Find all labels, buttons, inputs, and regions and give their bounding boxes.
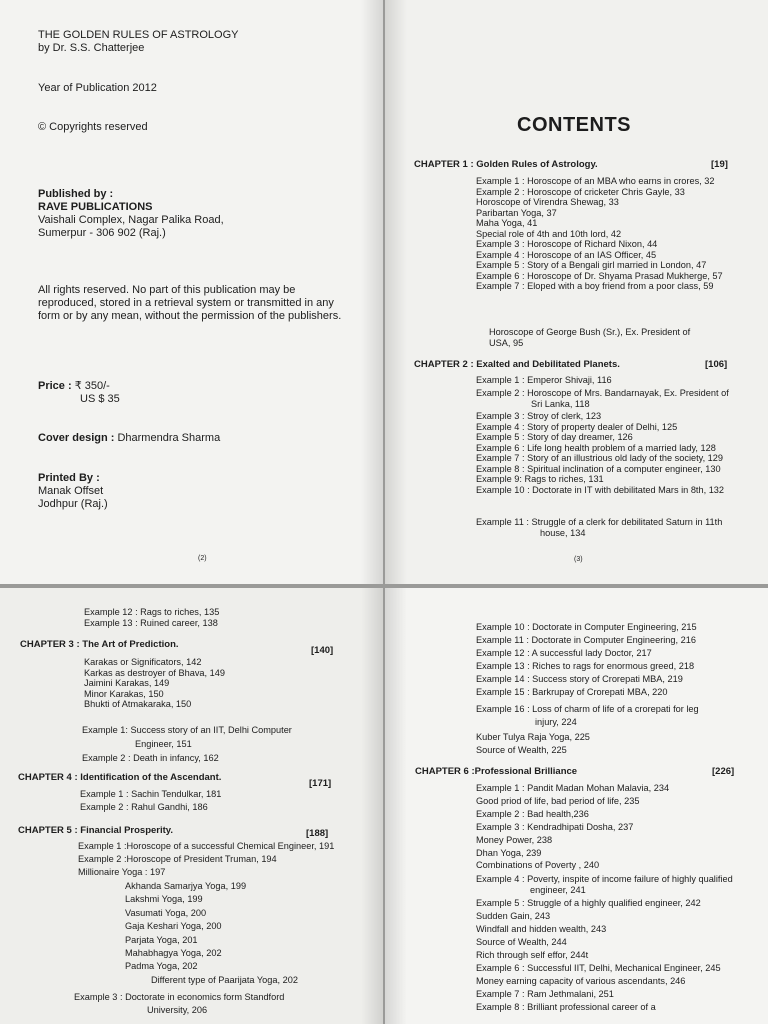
cover-design-line [38, 432, 220, 445]
list-item: Mahabhagya Yoga, 202 [125, 948, 222, 959]
chapter-6-list [476, 782, 669, 872]
list-item: Example 13 : Riches to rags for enormous greed, 218 [476, 661, 695, 672]
chapter-6-list-2 [476, 897, 721, 1014]
list-item: Example 2 : Rahul Gandhi, 186 [80, 802, 208, 812]
list-item: Lakshmi Yoga, 199 [125, 894, 203, 905]
cover-design-label: Cover design : [38, 432, 115, 444]
contents-heading: CONTENTS [517, 114, 631, 136]
list-item: Example 2 : Death in infancy, 162 [82, 753, 219, 763]
list-item: Minor Karakas, 150 [84, 688, 164, 699]
list-item: Example 2 : Horoscope of cricketer Chris Gayle, 33 [476, 186, 685, 197]
chapter-4-list [80, 788, 221, 814]
chapter-5-title: CHAPTER 5 : Financial Prosperity. [18, 825, 174, 836]
list-item: Example 6 : Horoscope of Dr. Shyama Prasad Mukherge, 57 [476, 270, 723, 281]
printer-city: Jodhpur (Raj.) [38, 498, 108, 510]
price-usd: US $ 35 [80, 393, 120, 405]
list-item: Maha Yoga, 41 [476, 218, 538, 228]
list-item: Engineer, 151 [135, 739, 192, 749]
price-line [38, 380, 110, 393]
list-item: Example 9: Rags to riches, 131 [476, 474, 604, 484]
list-item: Kuber Tulya Raja Yoga, 225 [476, 732, 590, 742]
chapter-6-page: [226] [712, 766, 735, 777]
chapter-3-list [84, 657, 225, 710]
list-item: Example 1 : Emperor Shivaji, 116 [476, 375, 612, 385]
list-item: Karkas as destroyer of Bhava, 149 [84, 667, 225, 678]
chapter-4-page: [171] [309, 778, 332, 789]
publication-year: Year of Publication 2012 [38, 82, 157, 94]
list-item: Example 11 : Struggle of a clerk for debilitated Saturn in 11th [476, 517, 723, 527]
list-item: Example 1 :Horoscope of a successful Chemical Engineer, 191 [78, 841, 335, 851]
list-item: Example 4 : Horoscope of an IAS Officer, 45 [476, 249, 657, 260]
list-item: Example 4 : Poverty, inspite of income failure of highly qualified [476, 874, 733, 884]
list-item: Example 2 :Horoscope of President Truman, 194 [78, 854, 277, 864]
list-item: Padma Yoga, 202 [125, 961, 198, 972]
list-item: Sudden Gain, 243 [476, 911, 551, 921]
list-item: Jaimini Karakas, 149 [84, 678, 170, 688]
list-item: Example 2 : Bad health,236 [476, 808, 589, 819]
list-item: Special role of 4th and 10th lord, 42 [476, 228, 622, 239]
list-item: Example 12 : A successful lady Doctor, 217 [476, 648, 652, 659]
book-title: THE GOLDEN RULES OF ASTROLOGY [38, 29, 239, 41]
list-item: Example 12 : Rags to riches, 135 [84, 607, 220, 617]
list-item: Example 7 : Eloped with a boy friend from a poor class, 59 [476, 281, 714, 291]
list-item: Example 1 : Horoscope of an MBA who earns in crores, 32 [476, 176, 715, 186]
list-item: Akhanda Samarjya Yoga, 199 [125, 881, 247, 891]
chapter-3-title: CHAPTER 3 : The Art of Prediction. [20, 639, 179, 650]
copyright-notice: © Copyrights reserved [38, 121, 148, 133]
rights-line-2: reproduced, stored in a retrieval system or transmitted in any [38, 297, 334, 309]
printer-name: Manak Offset [38, 485, 104, 497]
list-item: Different type of Paarijata Yoga, 202 [151, 975, 298, 985]
page-number: (2) [198, 555, 207, 562]
page-2-copyright [0, 0, 383, 584]
list-item: Money earning capacity of various ascendants, 246 [476, 976, 686, 986]
list-item: Example 1 : Pandit Madan Mohan Malavia, 234 [476, 783, 670, 793]
price-label: Price : [38, 380, 72, 392]
list-item: Example 16 : Loss of charm of life of a crorepati for leg [476, 704, 699, 714]
more-list [476, 731, 590, 757]
list-item: Example 14 : Success story of Crorepati MBA, 219 [476, 674, 683, 685]
list-item: Sri Lanka, 118 [531, 399, 590, 409]
page-3-contents [385, 0, 768, 584]
chapter-2-page: [106] [705, 359, 728, 370]
published-by-label: Published by : [38, 188, 114, 200]
list-item: injury, 224 [535, 717, 577, 727]
list-item: Rich through self effor, 244t [476, 950, 589, 960]
list-item: engineer, 241 [530, 885, 586, 895]
chapter-6-title: CHAPTER 6 :Professional Brilliance [415, 766, 578, 777]
list-item: Example 3 : Doctorate in economics form Standford [74, 992, 285, 1002]
list-item: Good priod of life, bad period of life, 235 [476, 795, 640, 806]
list-item: Example 8 : Brilliant professional career of a [476, 1002, 656, 1012]
list-item: Example 1: Success story of an IIT, Delhi Computer [82, 725, 292, 735]
list-item: Example 5 : Story of day dreamer, 126 [476, 432, 633, 442]
author: by Dr. S.S. Chatterjee [38, 42, 145, 54]
list-item: Example 7 : Story of an illustrious old lady of the society, 129 [476, 453, 723, 463]
page-4-contents [0, 588, 383, 1024]
list-item: Gaja Keshari Yoga, 200 [125, 921, 222, 932]
list-item: Example 3 : Kendradhipati Dosha, 237 [476, 821, 634, 832]
publisher-address-line2: Sumerpur - 306 902 (Raj.) [38, 227, 166, 239]
publisher-address-line1: Vaishali Complex, Nagar Palika Road, [38, 214, 224, 226]
list-item: Example 3 : Horoscope of Richard Nixon, 44 [476, 239, 658, 249]
list-item: Dhan Yoga, 239 [476, 847, 542, 858]
price-inr: ₹ 350/- [74, 380, 110, 392]
chapter-5-list [78, 840, 334, 879]
rights-line-3: form or by any mean, without the permission of the publishers. [38, 310, 342, 322]
list-item: Parjata Yoga, 201 [125, 934, 198, 945]
list-item: house, 134 [540, 528, 586, 538]
list-item: Millionaire Yoga : 197 [78, 867, 166, 877]
list-item: Example 10 : Doctorate in IT with debilitated Mars in 8th, 132 [476, 484, 725, 495]
list-item: Horoscope of Virendra Shewag, 33 [476, 197, 619, 207]
list-item: Example 1 : Sachin Tendulkar, 181 [80, 789, 222, 799]
chapter-5-page: [188] [306, 828, 329, 839]
list-item: Example 5 : Struggle of a highly qualified engineer, 242 [476, 898, 701, 908]
list-item: University, 206 [147, 1005, 208, 1015]
list-item: Source of Wealth, 244 [476, 937, 567, 947]
list-item: Windfall and hidden wealth, 243 [476, 924, 607, 934]
chapter-5-yoga-list [125, 880, 246, 974]
list-item: Example 8 : Spiritual inclination of a computer engineer, 130 [476, 463, 721, 474]
list-item: Example 11 : Doctorate in Computer Engineering, 216 [476, 635, 696, 646]
list-item: Example 5 : Story of a Bengali girl married in London, 47 [476, 260, 707, 270]
chapter-2-list [476, 411, 724, 495]
printed-by-label: Printed By : [38, 472, 100, 484]
list-item: Example 10 : Doctorate in Computer Engineering, 215 [476, 622, 697, 632]
page-5-contents [385, 588, 768, 1024]
chapter-4-title: CHAPTER 4 : Identification of the Ascendant. [18, 772, 222, 783]
list-item: Source of Wealth, 225 [476, 745, 567, 755]
chapter-1-list [476, 176, 723, 292]
list-item: Example 6 : Successful IIT, Delhi, Mechanical Engineer, 245 [476, 963, 721, 973]
chapter-1-title: CHAPTER 1 : Golden Rules of Astrology. [414, 159, 598, 170]
list-item: Example 2 : Horoscope of Mrs. Bandarnayak, Ex. President of [476, 388, 729, 398]
list-item: Horoscope of George Bush (Sr.), Ex. President of [489, 327, 691, 337]
list-item: Vasumati Yoga, 200 [125, 907, 207, 918]
list-item: Karakas or Significators, 142 [84, 657, 202, 667]
top-list [476, 621, 697, 700]
list-item: Example 6 : Life long health problem of a married lady, 128 [476, 442, 716, 453]
list-item: Paribartan Yoga, 37 [476, 207, 557, 218]
list-item: Money Power, 238 [476, 834, 553, 845]
list-item: Example 7 : Ram Jethmalani, 251 [476, 989, 614, 999]
cover-designer: Dharmendra Sharma [117, 432, 221, 444]
chapter-3-page: [140] [311, 645, 334, 656]
chapter-2-title: CHAPTER 2 : Exalted and Debilitated Planets. [414, 359, 620, 370]
list-item: USA, 95 [489, 338, 524, 348]
list-item: Example 13 : Ruined career, 138 [84, 617, 218, 628]
list-item: Example 15 : Barkrupay of Crorepati MBA, 220 [476, 687, 668, 698]
list-item: Example 4 : Story of property dealer of Delhi, 125 [476, 421, 678, 432]
publisher-name: RAVE PUBLICATIONS [38, 201, 153, 213]
chapter-1-page: [19] [711, 159, 728, 170]
top-list [84, 607, 219, 628]
rights-line-1: All rights reserved. No part of this publication may be [38, 284, 296, 296]
page-number: (3) [574, 556, 583, 563]
list-item: Bhukti of Atmakaraka, 150 [84, 699, 192, 709]
list-item: Combinations of Poverty , 240 [476, 860, 600, 871]
list-item: Example 3 : Stroy of clerk, 123 [476, 411, 602, 421]
